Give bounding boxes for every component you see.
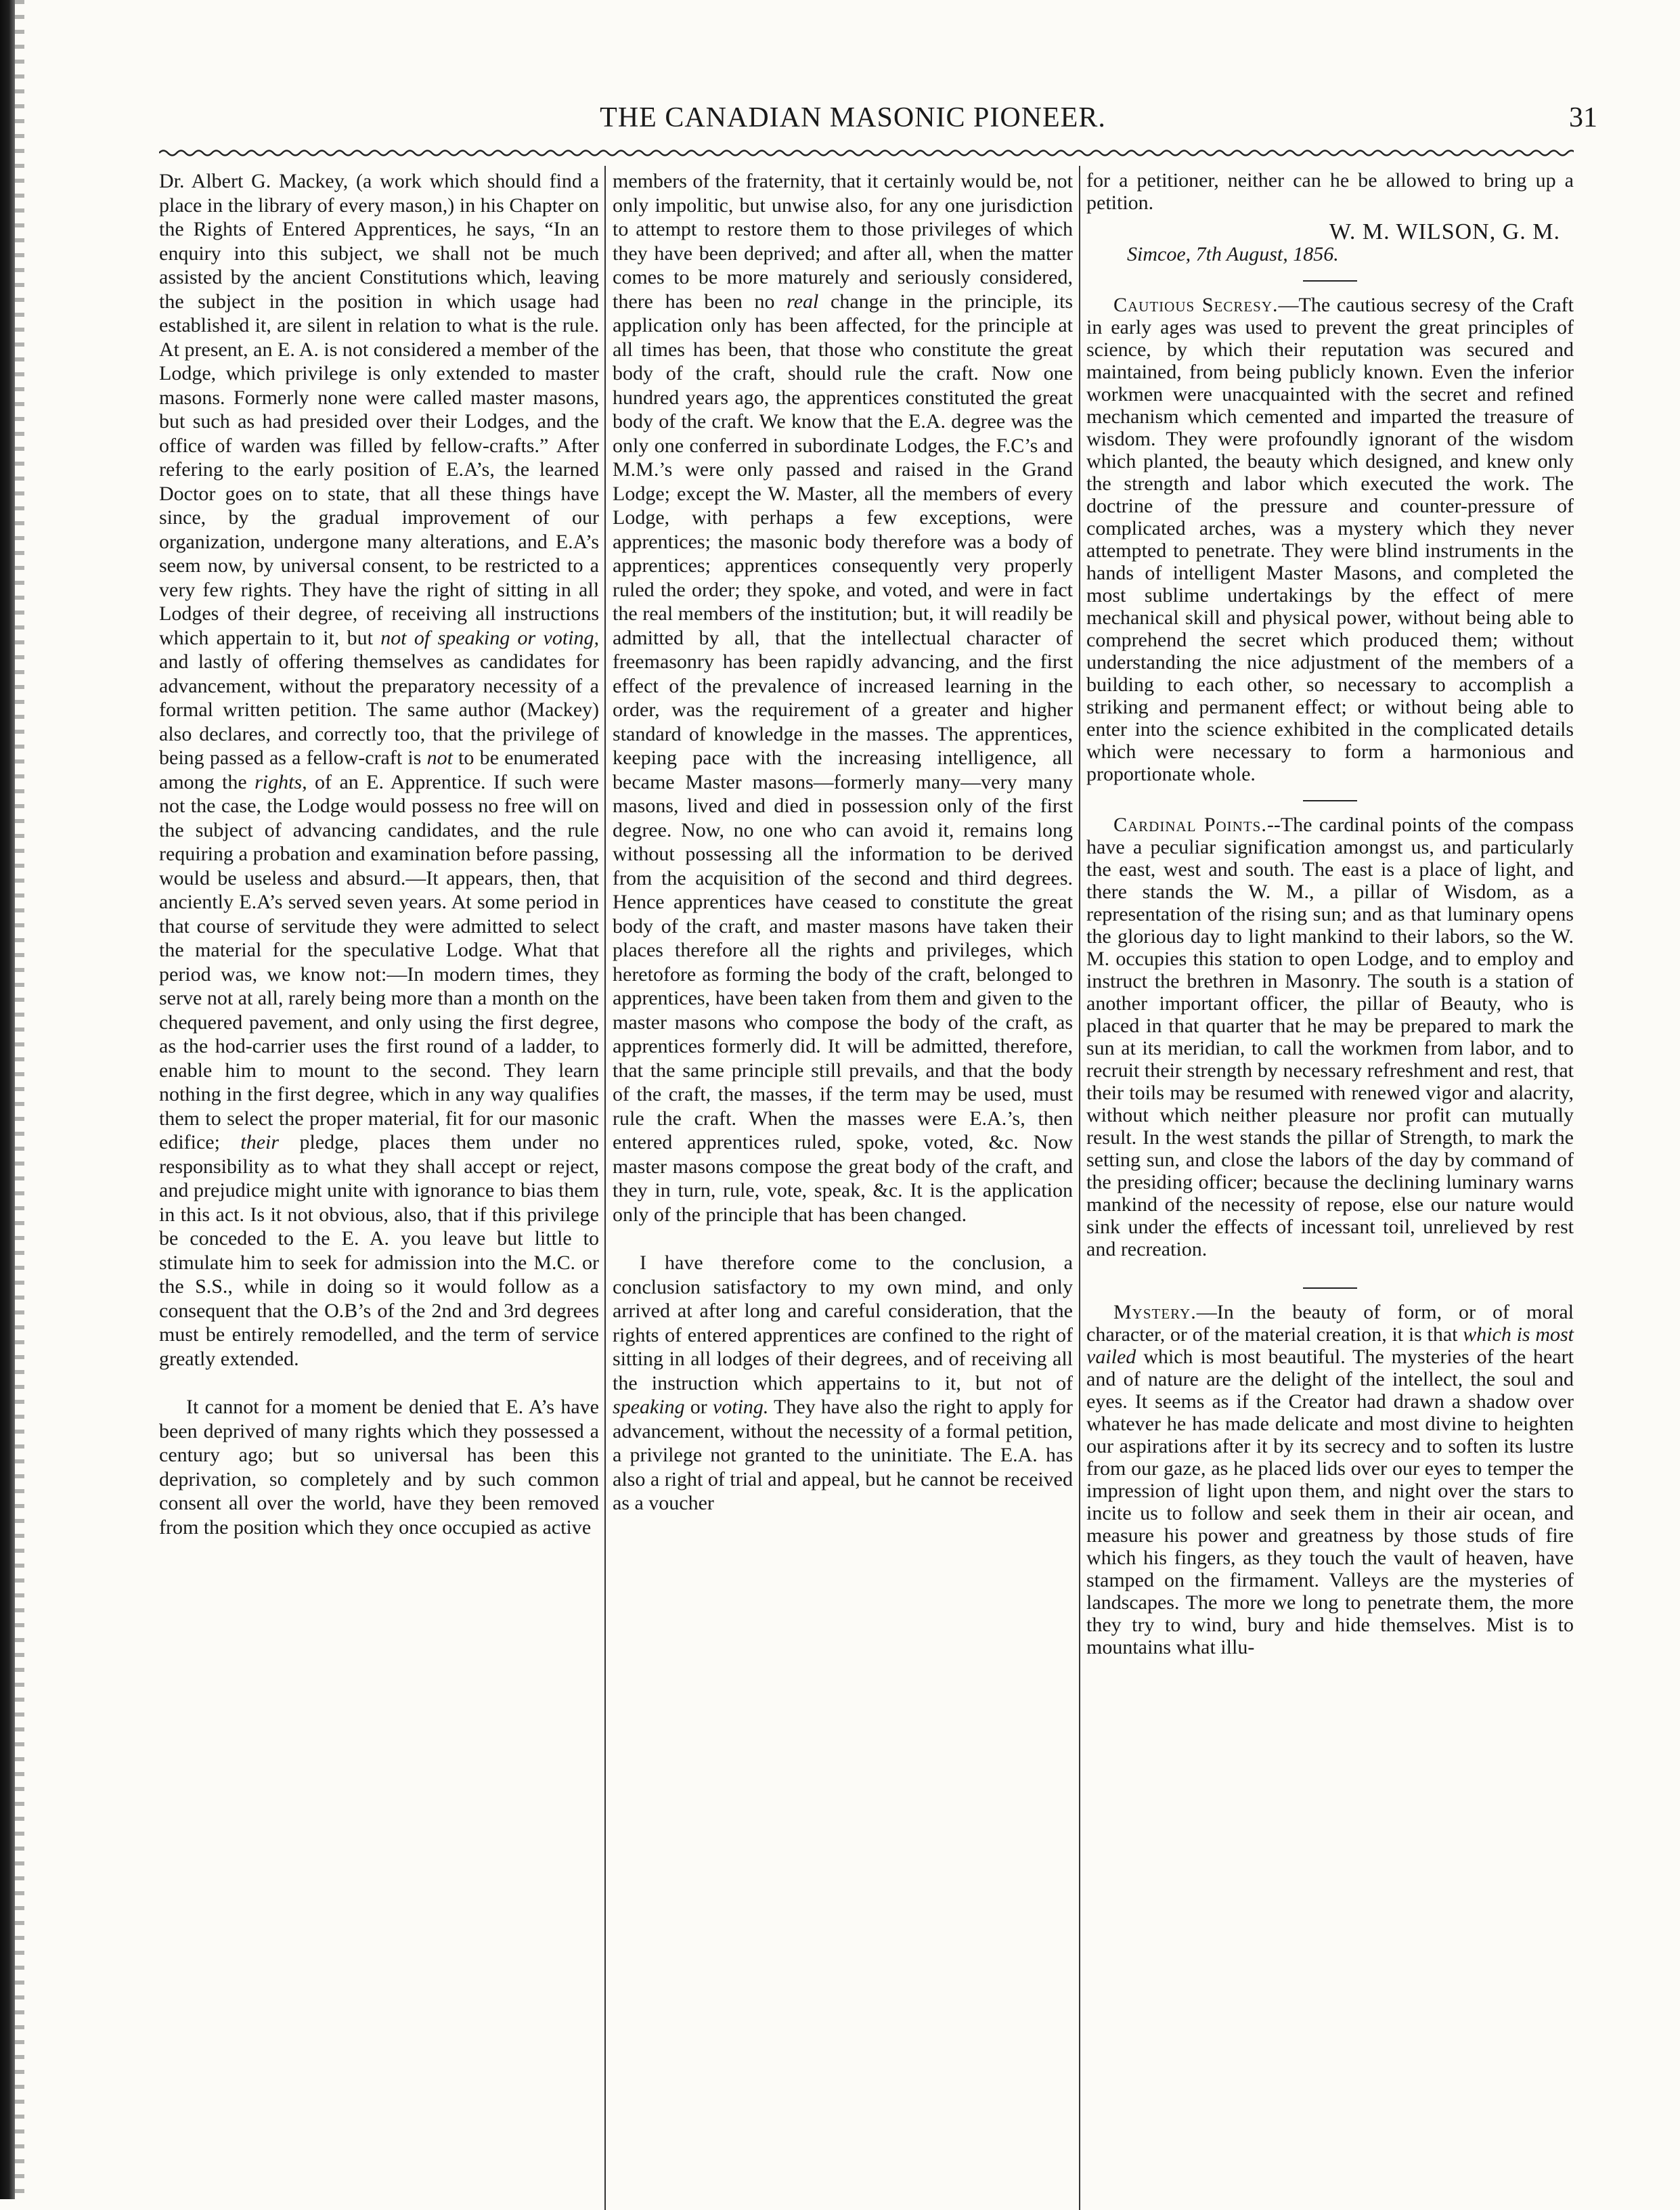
column-rule-left xyxy=(604,166,606,2210)
section-heading: Cardinal Points. xyxy=(1113,814,1267,836)
article-paragraph: Dr. Albert G. Mackey, (a work which should find a place in the library of every mason,) in his Chapter on the Rights of Entered Apprentices, he says, “In an enquiry into this subject, we shall not be much assisted by the ancient Constitutions which, leaving the subject in the position in which usage had established it, are silent in relation to what is the rule. At present, an E. A. is not considered a member of the Lodge, which privilege is only extended to master masons. Formerly none were called master masons, but such as had presided over their Lodges, and the office of warden was filled by fellow-crafts.” After refering to the early position of E.A’s, the learned Doctor goes on to state, that all these things have since, by the gradual improvement of our organization, undergone many alterations, and E.A’s seem now, by universal consent, to be restricted to a very few rights. They have the right of sitting in all Lodges of their degree, of receiving all instructions which appertain to it, but not of speaking or voting, and lastly of offering themselves as candidates for advancement, without the preparatory necessity of a formal written petition. The same author (Mackey) also declares, and correctly too, that the privilege of being passed as a fellow-craft is not to be enumerated among the rights, of an E. Apprentice. If such were not the case, the Lodge would possess no free will on the subject of advancing candidates, and the rule requiring a probation and examination before passing, would be useless and absurd.—It appears, then, that anciently E.A’s served seven years. At some period in that course of servitude they were admitted to select the material for the speculative Lodge. What that period was, we know not:—In modern times, they serve not at all, rarely being more than a month on the chequered pavement, and only using the first degree, as the hod-carrier uses the first round of a ladder, to enable him to mount to the second. They learn nothing in the first degree, which in any way qualifies them to select the proper material, fit for our masonic edifice; their pledge, places them under no responsibility as to what they shall accept or reject, and prejudice might unite with ignorance to bias them in this act. Is it not obvious, also, that if this privilege be conceded to the E. A. you leave but little to stimulate him to seek for admission into the M.C. or the S.S., while in doing so it would follow as a consequent that the O.B’s of the 2nd and 3rd degrees must be entirely remodelled, and the term of service greatly extended. xyxy=(159,170,599,1370)
section-body: —In the beauty of form, or of moral character, or of the material creation, it is that which is most vailed which is most beautiful. The mysteries of the heart and of nature are the delight of the intellect, the soul and eyes. It seems as if the Creator had drawn a shadow over whatever he has made delicate and most divine to heighten our aspirations after it by its secrecy and to soften its lustre from our gaze, as he placed lids over our eyes to temper the impression of light upon them, and night over the stars to incite us to follow and seek them in their air ocean, and measure his power and greatness by those studs of fire which his fingers, as they touch the vault of heaven, have stamped on the firmament. Valleys are the mysteries of landscapes. The more we long to penetrate them, the more they try to wind, bury and hide themselves. Mist is to mountains what illu- xyxy=(1086,1301,1574,1658)
article-paragraph: It cannot for a moment be denied that E. A’s have been deprived of many rights which they possessed a century ago; but so universal has been this deprivation, so completely and by such common consent all over the world, have they been removed from the position which they once occupied as active xyxy=(159,1396,599,1539)
column-3 xyxy=(1086,169,1574,1658)
page-number: 31 xyxy=(1569,102,1597,133)
article-paragraph: I have therefore come to the conclusion, a conclusion satisfactory to my own mind, and only arrived at after long and careful consideration, that the rights of entered apprentices are confined to the right of sitting in all lodges of their degrees, and of receiving all the instruction which appertains to it, but not of speaking or voting. They have also the right to apply for advancement, without the necessity of a formal petition, a privilege not granted to the uninitiate. The E.A. has also a right of trial and appeal, but he cannot be received as a voucher xyxy=(613,1252,1073,1514)
section-cautious-secresy xyxy=(1086,294,1574,785)
section-cardinal-points xyxy=(1086,814,1574,1260)
signature: W. M. WILSON, G. M. xyxy=(1329,219,1560,244)
column-1 xyxy=(159,169,599,1539)
column-2 xyxy=(613,169,1073,1516)
section-divider xyxy=(1303,800,1357,801)
article-paragraph: members of the fraternity, that it certainly would be, not only impolitic, but unwise also, for any one jurisdiction to attempt to restore them to those privileges of which they have been deprived; and after all, when the matter comes to be more maturely and seriously considered, there has been no real change in the principle, its application only has been affected, for the principle at all times has been, that those who constitute the great body of the craft, should rule the craft. Now one hundred years ago, the apprentices constituted the great body of the craft. We know that the E.A. degree was the only one conferred in subordinate Lodges, the F.C’s and M.M.’s were only passed and raised in the Grand Lodge; except the W. Master, all the members of every Lodge, with perhaps a few exceptions, were apprentices; the masonic body therefore was a body of apprentices; apprentices consequently very properly ruled the order; they spoke, and voted, and were in fact the real members of the institution; but, it will readily be admitted by all, that the intellectual character of freemasonry has been rapidly advancing, and the first effect of the prevalence of increased learning in the order, was the requirement of a greater and higher standard of knowledge in the masses. The apprentices, keeping pace with the increasing intelligence, all became Master masons—formerly many—very many masons, lived and died in possession only of the first degree. Now, no one who can avoid it, remains long without possessing all the information to be derived from the acquisition of the second and third degrees. Hence apprentices have ceased to constitute the great body of the craft, and master masons have taken their places therefore all the rights and privileges, which heretofore as forming the body of the craft, belonged to apprentices, have been taken from them and given to the master masons who compose the body of the craft, as apprentices formerly did. It will be admitted, therefore, that the same principle still prevails, and that the body of the craft, the masses, if the term may be used, must rule the craft. When the masses were E.A.’s, then entered apprentices ruled, spoke, voted, &c. Now master masons compose the great body of the craft, and they in turn, rule, vote, speak, &c. It is the application only of the principle that has been changed. xyxy=(613,170,1073,1226)
section-heading: Mystery. xyxy=(1113,1301,1197,1323)
article-paragraph: for a petitioner, neither can he be allowed to bring up a petition. xyxy=(1086,169,1574,214)
section-body: --The cardinal points of the compass have a peculiar signification amongst us, and particularly the east, west and south. The east is a place of light, and there stands the W. M., a pillar of Wisdom, as a representation of the rising sun; and as that luminary opens the glorious day to light mankind to their labors, so the W. M. occupies this station to open Lodge, and to employ and instruct the brethren in Masonry. The south is a station of another important officer, the pillar of Beauty, who is placed in that quarter that he may be prepared to mark the sun at its meridian, to call the workmen from labor, and to recruit their strength by necessary refreshment and rest, that their toils may be resumed with renewed vigor and alacrity, without which neither pleasure nor profit can mutually result. In the west stands the pillar of Strength, to mark the setting sun, and close the labors of the day by command of the presiding officer; because the declining luminary warns mankind of the necessity of repose, else our nature would sink under the effects of incessant toil, unrelieved by rest and recreation. xyxy=(1086,814,1574,1260)
binding-edge xyxy=(15,0,24,2199)
book-spine-shadow xyxy=(0,0,15,2199)
header-wavy-rule xyxy=(159,148,1574,158)
dateline: Simcoe, 7th August, 1856. xyxy=(1127,243,1339,265)
section-body: —The cautious secresy of the Craft in early ages was used to prevent the great principles of science, by which their reputation was secured and maintained, from being publicly known. Even the inferior workmen were unacquainted with the secret and refined mechanism which cemented and imparted the treasure of wisdom. They were profoundly ignorant of the wisdom which planted, the beauty which designed, and knew only the strength and labor which executed the work. The doctrine of the pressure and counter-pressure of complicated arches, was a mystery which they never attempted to penetrate. They were blind instruments in the hands of intelligent Master Masons, and completed the most sublime undertakings by the effect of mere mechanical skill and physical power, without being able to comprehend the secret which produced them; without understanding the nice adjustment of the members of a building to each other, so necessary to accomplish a striking and permanent effect; or without being able to enter into the science exhibited in the complicated details which were necessary to form a harmonious and proportionate whole. xyxy=(1086,294,1574,785)
journal-title: THE CANADIAN MASONIC PIONEER. xyxy=(600,102,1106,133)
running-header xyxy=(108,102,1597,142)
section-divider xyxy=(1303,280,1357,282)
section-divider xyxy=(1303,1287,1357,1289)
column-rule-right xyxy=(1079,166,1080,2210)
section-heading: Cautious Secresy. xyxy=(1113,294,1279,316)
section-mystery xyxy=(1086,1301,1574,1658)
